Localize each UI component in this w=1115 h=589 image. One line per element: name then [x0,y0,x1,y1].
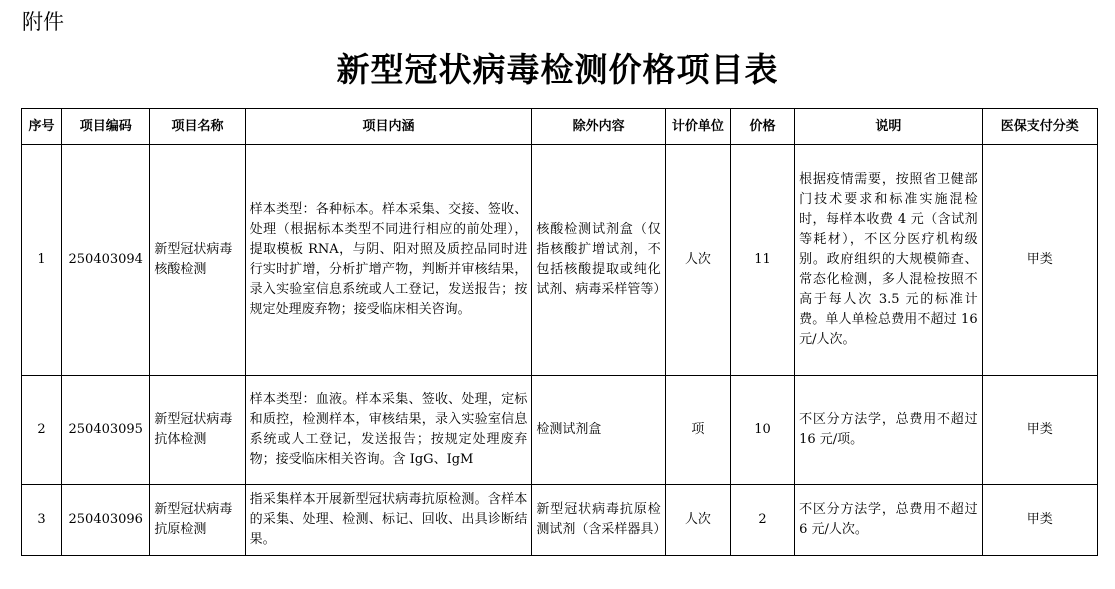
table-row [22,485,1098,556]
cell-price: 2 [730,485,794,556]
table-row [22,145,1098,376]
cell-content: 样本类型：血液。样本采集、签收、处理，定标和质控，检测样本，审核结果，录入实验室信息系统或人工登记，发送报告；按规定处理废弃物；接受临床相关咨询。含 IgG、IgM [245,376,532,485]
cell-exclusion: 核酸检测试剂盒（仅指核酸扩增试剂，不包括核酸提取或纯化试剂、病毒采样管等） [532,145,665,376]
cell-category: 甲类 [982,145,1097,376]
cell-code: 250403094 [62,145,150,376]
cell-code: 250403096 [62,485,150,556]
cell-price: 10 [730,376,794,485]
cell-category: 甲类 [982,485,1097,556]
cell-code: 250403095 [62,376,150,485]
cell-no: 2 [22,376,62,485]
attachment-label: 附件 [22,10,64,34]
cell-price: 11 [730,145,794,376]
cell-exclusion: 检测试剂盒 [532,376,665,485]
header-category: 医保支付分类 [982,109,1097,145]
cell-no: 3 [22,485,62,556]
cell-unit: 人次 [665,485,730,556]
header-price: 价格 [730,109,794,145]
table-header-row [22,109,1098,145]
cell-unit: 项 [665,376,730,485]
cell-unit: 人次 [665,145,730,376]
cell-content: 指采集样本开展新型冠状病毒抗原检测。含样本的采集、处理、检测、标记、回收、出具诊断结果。 [245,485,532,556]
cell-name: 新型冠状病毒抗原检测 [150,485,245,556]
cell-note: 不区分方法学，总费用不超过 16 元/项。 [795,376,983,485]
header-exclusion: 除外内容 [532,109,665,145]
cell-name: 新型冠状病毒抗体检测 [150,376,245,485]
table-row [22,376,1098,485]
header-no: 序号 [22,109,62,145]
page-title: 新型冠状病毒检测价格项目表 [336,50,779,89]
cell-exclusion: 新型冠状病毒抗原检测试剂（含采样器具） [532,485,665,556]
cell-note: 不区分方法学，总费用不超过 6 元/人次。 [795,485,983,556]
cell-note: 根据疫情需要，按照省卫健部门技术要求和标准实施混检时，每样本收费 4 元（含试剂等耗材），不区分医疗机构级别。政府组织的大规模筛查、常态化检测，多人混检按照不高于每人次 3.5 元的标准计费。单人单检总费用不超过 16 元/人次。 [795,145,983,376]
cell-no: 1 [22,145,62,376]
header-code: 项目编码 [62,109,150,145]
cell-name: 新型冠状病毒核酸检测 [150,145,245,376]
header-unit: 计价单位 [665,109,730,145]
header-note: 说明 [795,109,983,145]
header-content: 项目内涵 [245,109,532,145]
header-name: 项目名称 [150,109,245,145]
price-table [21,108,1098,556]
cell-content: 样本类型：各种标本。样本采集、交接、签收、处理（根据标本类型不同进行相应的前处理），提取模板 RNA，与阴、阳对照及质控品同时进行实时扩增，分析扩增产物，判断并审核结果，录入实验室信息系统或人工登记，发送报告；按规定处理废弃物；接受临床相关咨询。 [245,145,532,376]
cell-category: 甲类 [982,376,1097,485]
